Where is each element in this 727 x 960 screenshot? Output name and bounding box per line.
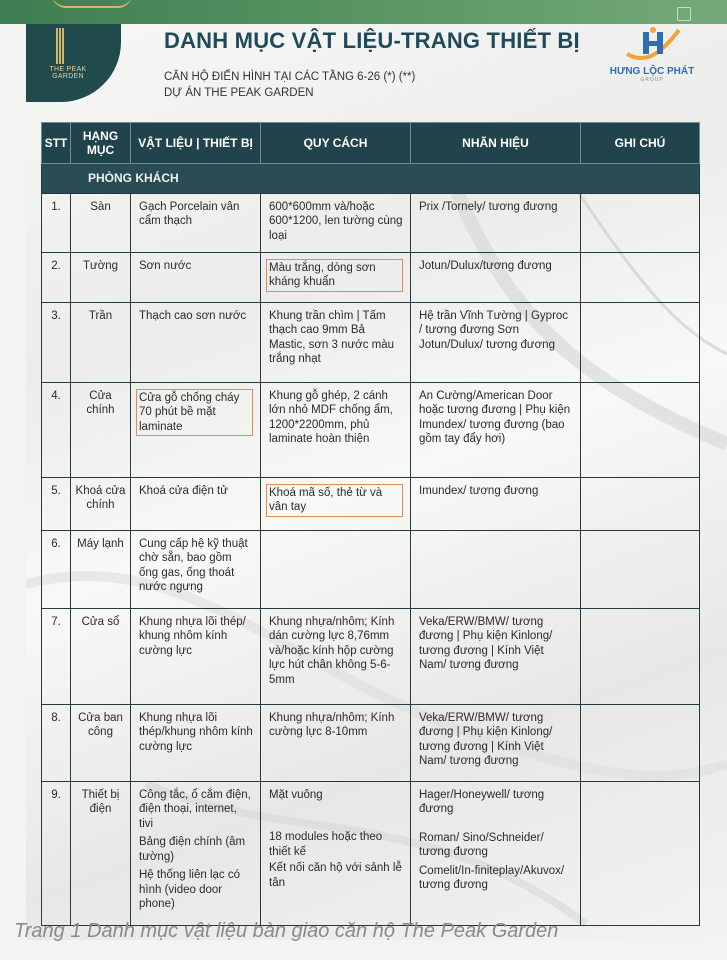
table-row	[42, 704, 700, 781]
brand-item: Comelit/In-finiteplay/Akuvox/ tương đương	[419, 864, 565, 891]
table-row	[42, 608, 700, 704]
project-logo	[26, 24, 121, 102]
project-logo-text: THE PEAK GARDEN	[49, 66, 87, 80]
cell-nhan-hieu: Jotun/Dulux/tương đương	[411, 252, 581, 302]
highlighted-spec: Màu trắng, dòng sơn kháng khuẩn	[266, 259, 403, 292]
cell-nhan-hieu: Veka/ERW/BMW/ tương đương | Phụ kiện Kinlong/ tương đương | Kính Việt Nam/ tương đương	[411, 704, 581, 781]
col-header-hang-muc: HẠNG MỤC	[71, 123, 131, 164]
cell-nhan-hieu: Veka/ERW/BMW/ tương đương | Phụ kiện Kinlong/ tương đương | Kính Việt Nam/ tương đương	[411, 608, 581, 704]
cell-vat-lieu: Sơn nước	[131, 252, 261, 302]
spec-item: 18 modules hoặc theo thiết kế	[269, 831, 383, 858]
cell-stt: 5.	[42, 477, 71, 530]
cell-hang-muc: Sàn	[71, 193, 131, 252]
cell-ghi-chu	[581, 704, 700, 781]
brand-item: Roman/ Sino/Schneider/ tương đương	[419, 831, 544, 858]
cell-vat-lieu: Thạch cao sơn nước	[131, 302, 261, 382]
cell-hang-muc: Cửa ban công	[71, 704, 131, 781]
top-bar	[0, 0, 727, 24]
page-caption: Trang 1 Danh mục vật liệu bàn giao căn hộ The Peak Garden	[14, 920, 559, 942]
table-header-row	[42, 123, 700, 164]
cell-ghi-chu	[581, 477, 700, 530]
cell-stt: 1.	[42, 193, 71, 252]
cell-hang-muc: Cửa chính	[71, 382, 131, 477]
cell-ghi-chu	[581, 781, 700, 925]
cell-nhan-hieu: Hệ trần Vĩnh Tường | Gyproc / tương đương Sơn Jotun/Dulux/ tương đương	[411, 302, 581, 382]
cell-stt: 3.	[42, 302, 71, 382]
window-icon[interactable]	[677, 7, 691, 21]
cell-hang-muc: Tường	[71, 252, 131, 302]
subtitle-line-1: CĂN HỘ ĐIỂN HÌNH TẠI CÁC TẦNG 6-26 (*) (**)	[164, 71, 416, 83]
table-row	[42, 781, 700, 925]
material-item: Bảng điện chính (âm tường)	[139, 836, 246, 863]
col-header-nhan-hieu: NHÃN HIỆU	[411, 123, 581, 164]
highlighted-material: Cửa gỗ chống cháy 70 phút bề mặt laminate	[136, 389, 253, 437]
developer-logo	[604, 24, 700, 88]
developer-group: GROUP	[640, 77, 664, 83]
materials-table	[41, 122, 700, 926]
cell-stt: 9.	[42, 781, 71, 925]
cell-ghi-chu	[581, 193, 700, 252]
table-row	[42, 252, 700, 302]
cell-quy-cach	[261, 477, 411, 530]
col-header-vat-lieu: VẬT LIỆU | THIẾT BỊ	[131, 123, 261, 164]
highlighted-spec: Khoá mã số, thẻ từ và vân tay	[266, 484, 403, 517]
cell-ghi-chu	[581, 252, 700, 302]
cell-quy-cach: Khung gỗ ghép, 2 cánh lớn nhỏ MDF chống ẩm, 1200*2200mm, phủ laminate hoàn thiện	[261, 382, 411, 477]
section-row	[42, 164, 700, 194]
cell-hang-muc: Cửa sổ	[71, 608, 131, 704]
table-row	[42, 477, 700, 530]
cell-stt: 6.	[42, 530, 71, 608]
table-row	[42, 302, 700, 382]
cell-quy-cach: Khung nhựa/nhôm; Kính cường lực 8-10mm	[261, 704, 411, 781]
developer-name: HƯNG LỘC PHÁT	[609, 66, 695, 77]
table-row	[42, 382, 700, 477]
gold-arc-decoration	[52, 0, 132, 8]
developer-logo-icon	[621, 24, 683, 64]
cell-nhan-hieu: An Cường/American Door hoặc tương đương | Phụ kiện Imundex/ tương đương (bao gồm tay đẩy hơi)	[411, 382, 581, 477]
cell-nhan-hieu: Imundex/ tương đương	[411, 477, 581, 530]
page-title: DANH MỤC VẬT LIỆU-TRANG THIẾT BỊ	[164, 28, 580, 53]
cell-quy-cach	[261, 252, 411, 302]
material-item: Công tắc, ổ cắm điện, điện thoại, internet, tivi	[139, 788, 251, 830]
cell-nhan-hieu: Prix /Tornely/ tương đương	[411, 193, 581, 252]
cell-quy-cach: Khung trần chìm | Tấm thạch cao 9mm Bả Mastic, sơn 3 nước màu trắng nhạt	[261, 302, 411, 382]
cell-quy-cach	[261, 781, 411, 925]
cell-vat-lieu	[131, 382, 261, 477]
spec-item: Mặt vuông	[269, 788, 323, 801]
cell-stt: 8.	[42, 704, 71, 781]
cell-vat-lieu: Khung nhựa lõi thép/khung nhôm kính cường lực	[131, 704, 261, 781]
cell-stt: 7.	[42, 608, 71, 704]
table-row	[42, 530, 700, 608]
cell-quy-cach: 600*600mm và/hoặc 600*1200, len tường cùng loại	[261, 193, 411, 252]
col-header-quy-cach: QUY CÁCH	[261, 123, 411, 164]
cell-ghi-chu	[581, 530, 700, 608]
section-title: PHÒNG KHÁCH	[42, 164, 700, 194]
brand-item: Hager/Honeywell/ tương đương	[419, 788, 545, 815]
cell-hang-muc: Trần	[71, 302, 131, 382]
cell-ghi-chu	[581, 608, 700, 704]
col-header-ghi-chu: GHI CHÚ	[581, 123, 700, 164]
cell-vat-lieu	[131, 781, 261, 925]
cell-nhan-hieu	[411, 781, 581, 925]
cell-vat-lieu: Khoá cửa điện tử	[131, 477, 261, 530]
cell-stt: 2.	[42, 252, 71, 302]
cell-vat-lieu: Cung cấp hệ kỹ thuật chờ sẵn, bao gồm ống gas, ống thoát nước ngưng	[131, 530, 261, 608]
cell-ghi-chu	[581, 302, 700, 382]
cell-hang-muc: Máy lạnh	[71, 530, 131, 608]
cell-quy-cach: Khung nhựa/nhôm; Kính dán cường lực 8,76mm và/hoặc kính hộp cường lực hút chân không 5-6-5mm	[261, 608, 411, 704]
cell-quy-cach	[261, 530, 411, 608]
document-page	[26, 24, 727, 940]
cell-ghi-chu	[581, 382, 700, 477]
cell-vat-lieu: Khung nhựa lõi thép/ khung nhôm kính cường lực	[131, 608, 261, 704]
cell-hang-muc: Thiết bị điện	[71, 781, 131, 925]
page-subtitle	[164, 69, 415, 101]
col-header-stt: STT	[42, 123, 71, 164]
spec-item: Kết nối căn hộ với sảnh lễ tân	[269, 862, 402, 889]
cell-nhan-hieu	[411, 530, 581, 608]
cell-hang-muc: Khoá cửa chính	[71, 477, 131, 530]
cell-vat-lieu: Gạch Porcelain vân cẩm thạch	[131, 193, 261, 252]
subtitle-line-2: DỰ ÁN THE PEAK GARDEN	[164, 87, 314, 99]
tower-icon	[56, 28, 64, 64]
material-item: Hệ thống liên lạc có hình (video door phone)	[139, 869, 241, 910]
table-row	[42, 193, 700, 252]
cell-stt: 4.	[42, 382, 71, 477]
